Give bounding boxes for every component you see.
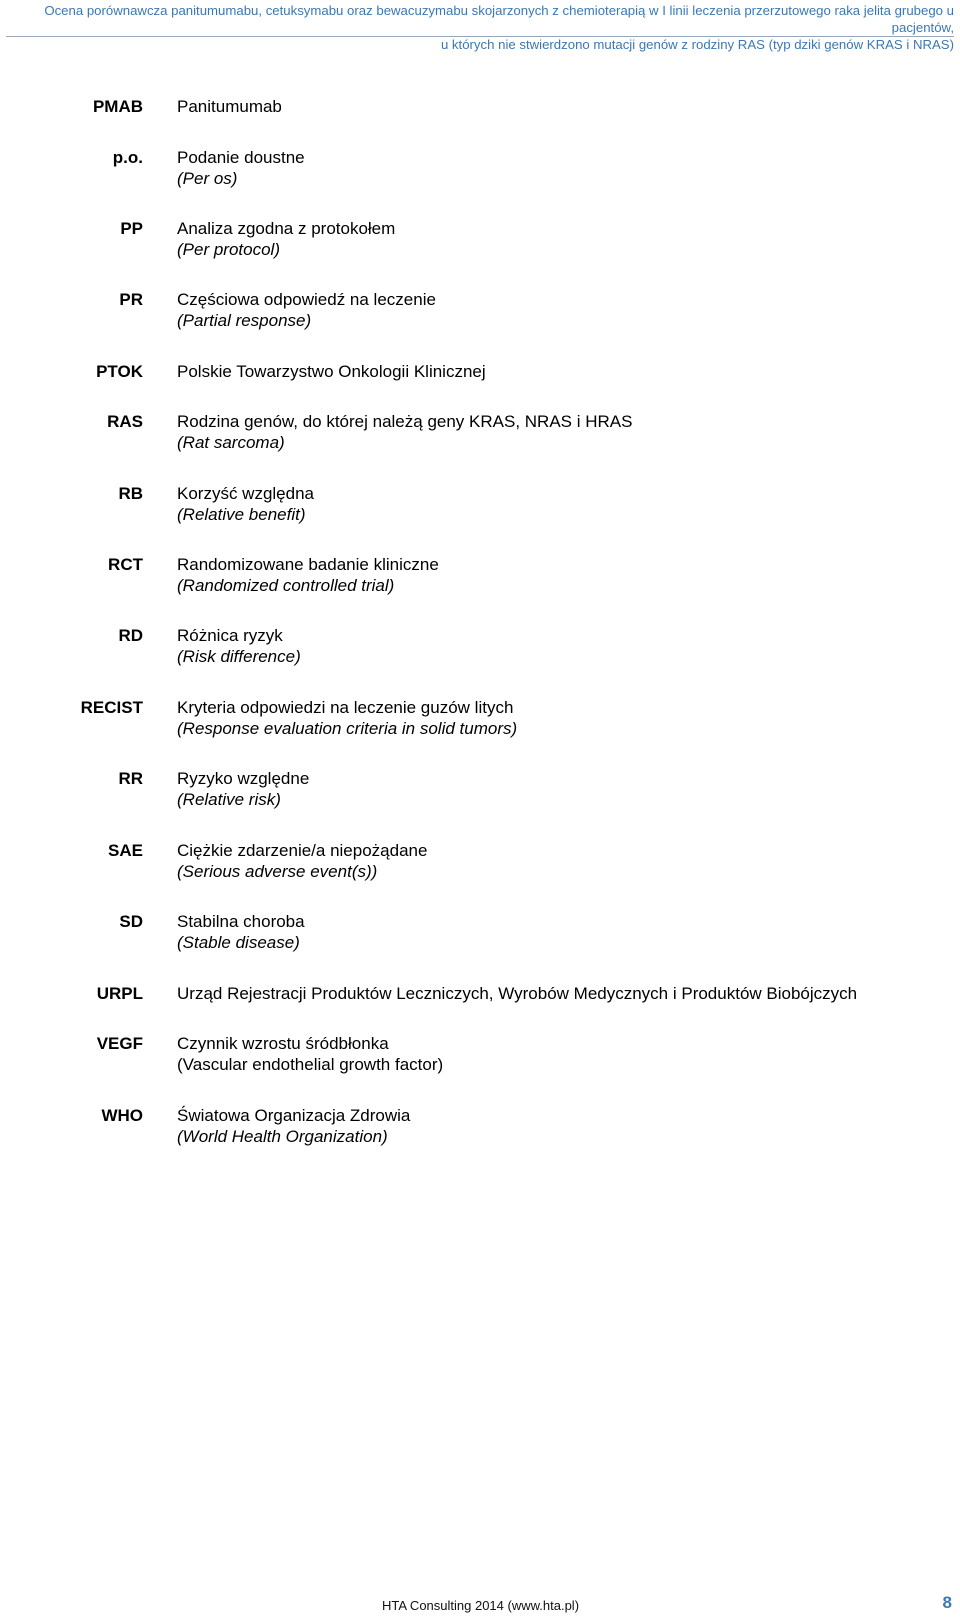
abbreviation-definition xyxy=(177,483,960,525)
abbreviation-definition xyxy=(177,768,960,810)
footer-text: HTA Consulting 2014 (www.hta.pl) xyxy=(382,1598,580,1613)
definition-polish: Różnica ryzyk xyxy=(177,626,283,645)
definition-polish: Kryteria odpowiedzi na leczenie guzów litych xyxy=(177,698,514,717)
definition-english: (Rat sarcoma) xyxy=(177,433,285,452)
definition-polish: Panitumumab xyxy=(177,97,282,116)
definition-english: (Relative benefit) xyxy=(177,505,306,524)
abbreviation-term: RB xyxy=(118,484,143,503)
definition-polish: Podanie doustne xyxy=(177,148,305,167)
abbreviation-term: WHO xyxy=(101,1106,143,1125)
abbreviation-definition xyxy=(177,147,960,189)
abbreviation-row xyxy=(0,625,960,697)
definition-english: (Per protocol) xyxy=(177,240,280,259)
abbreviation-row xyxy=(0,697,960,768)
abbreviation-row xyxy=(0,96,960,147)
abbreviation-term: RECIST xyxy=(80,698,143,717)
abbreviation-definition xyxy=(177,218,960,260)
abbreviation-row xyxy=(0,983,960,1033)
abbreviation-definition xyxy=(177,1033,960,1075)
definition-polish: Stabilna choroba xyxy=(177,912,305,931)
abbreviation-definition xyxy=(177,697,960,739)
abbreviation-definition xyxy=(177,361,960,382)
running-header-line-1: Ocena porównawcza panitumumabu, cetuksymabu oraz bewacuzymabu skojarzonych z chemioterapią w I linii leczenia przerzutowego raka jelita grubego u pacjentów, xyxy=(44,3,954,35)
abbreviation-row xyxy=(0,483,960,554)
abbreviation-term: URPL xyxy=(96,984,143,1003)
abbreviation-term: RR xyxy=(118,769,143,788)
page-number: 8 xyxy=(942,1593,952,1612)
abbreviation-definition xyxy=(177,554,960,596)
definition-polish: Urząd Rejestracji Produktów Leczniczych, Wyrobów Medycznych i Produktów Biobójczych xyxy=(177,984,858,1003)
definition-polish: Światowa Organizacja Zdrowia xyxy=(177,1106,411,1125)
abbreviation-row xyxy=(0,411,960,483)
abbreviation-term: PR xyxy=(119,290,143,309)
definition-english: (Serious adverse event(s)) xyxy=(177,862,378,881)
abbreviation-definition xyxy=(177,911,960,953)
abbreviation-row xyxy=(0,289,960,361)
abbreviation-definition xyxy=(177,411,960,453)
abbreviation-row xyxy=(0,768,960,840)
definition-english: (Partial response) xyxy=(177,311,312,330)
abbreviation-row xyxy=(0,554,960,625)
abbreviation-row xyxy=(0,361,960,411)
abbreviation-term: RAS xyxy=(107,412,143,431)
definition-polish: Korzyść względna xyxy=(177,484,315,503)
abbreviation-definition xyxy=(177,96,960,117)
abbreviation-definition xyxy=(177,289,960,331)
definition-polish: Ryzyko względne xyxy=(177,769,310,788)
abbreviation-row xyxy=(0,840,960,911)
running-header xyxy=(34,2,954,53)
definition-english: (Relative risk) xyxy=(177,790,281,809)
running-header-line-2: u których nie stwierdzono mutacji genów z rodziny RAS (typ dziki genów KRAS i NRAS) xyxy=(440,37,954,52)
abbreviation-term: p.o. xyxy=(112,148,143,167)
abbreviation-term: PMAB xyxy=(92,97,143,116)
abbreviation-definition xyxy=(177,840,960,882)
definition-polish: Rodzina genów, do której należą geny KRAS, NRAS i HRAS xyxy=(177,412,633,431)
abbreviation-row xyxy=(0,1105,960,1165)
abbreviation-definition xyxy=(177,625,960,667)
abbreviation-row xyxy=(0,1033,960,1105)
definition-english: (Stable disease) xyxy=(177,933,300,952)
definition-polish: Polskie Towarzystwo Onkologii Klinicznej xyxy=(177,362,486,381)
definition-polish: Czynnik wzrostu śródbłonka xyxy=(177,1034,389,1053)
abbreviation-row xyxy=(0,147,960,218)
abbreviation-definition xyxy=(177,1105,960,1147)
abbreviation-definition xyxy=(177,983,960,1004)
abbreviation-term: SD xyxy=(119,912,143,931)
definition-polish: Analiza zgodna z protokołem xyxy=(177,219,396,238)
abbreviation-term: VEGF xyxy=(96,1034,143,1053)
definition-english: (World Health Organization) xyxy=(177,1127,388,1146)
page-footer xyxy=(0,1595,960,1621)
abbreviation-term: RCT xyxy=(108,555,143,574)
abbreviation-term: RD xyxy=(118,626,143,645)
definition-english: (Randomized controlled trial) xyxy=(177,576,395,595)
abbreviation-list xyxy=(0,96,960,1165)
abbreviation-term: PTOK xyxy=(96,362,143,381)
abbreviation-term: PP xyxy=(120,219,143,238)
definition-polish: Randomizowane badanie kliniczne xyxy=(177,555,439,574)
definition-english: (Response evaluation criteria in solid tumors) xyxy=(177,719,518,738)
definition-polish: Częściowa odpowiedź na leczenie xyxy=(177,290,436,309)
abbreviation-row xyxy=(0,218,960,289)
header-divider xyxy=(6,36,954,37)
definition-english: (Per os) xyxy=(177,169,238,188)
abbreviation-row xyxy=(0,911,960,983)
definition-english: (Vascular endothelial growth factor) xyxy=(177,1055,444,1074)
definition-polish: Ciężkie zdarzenie/a niepożądane xyxy=(177,841,428,860)
definition-english: (Risk difference) xyxy=(177,647,301,666)
abbreviation-term: SAE xyxy=(108,841,143,860)
